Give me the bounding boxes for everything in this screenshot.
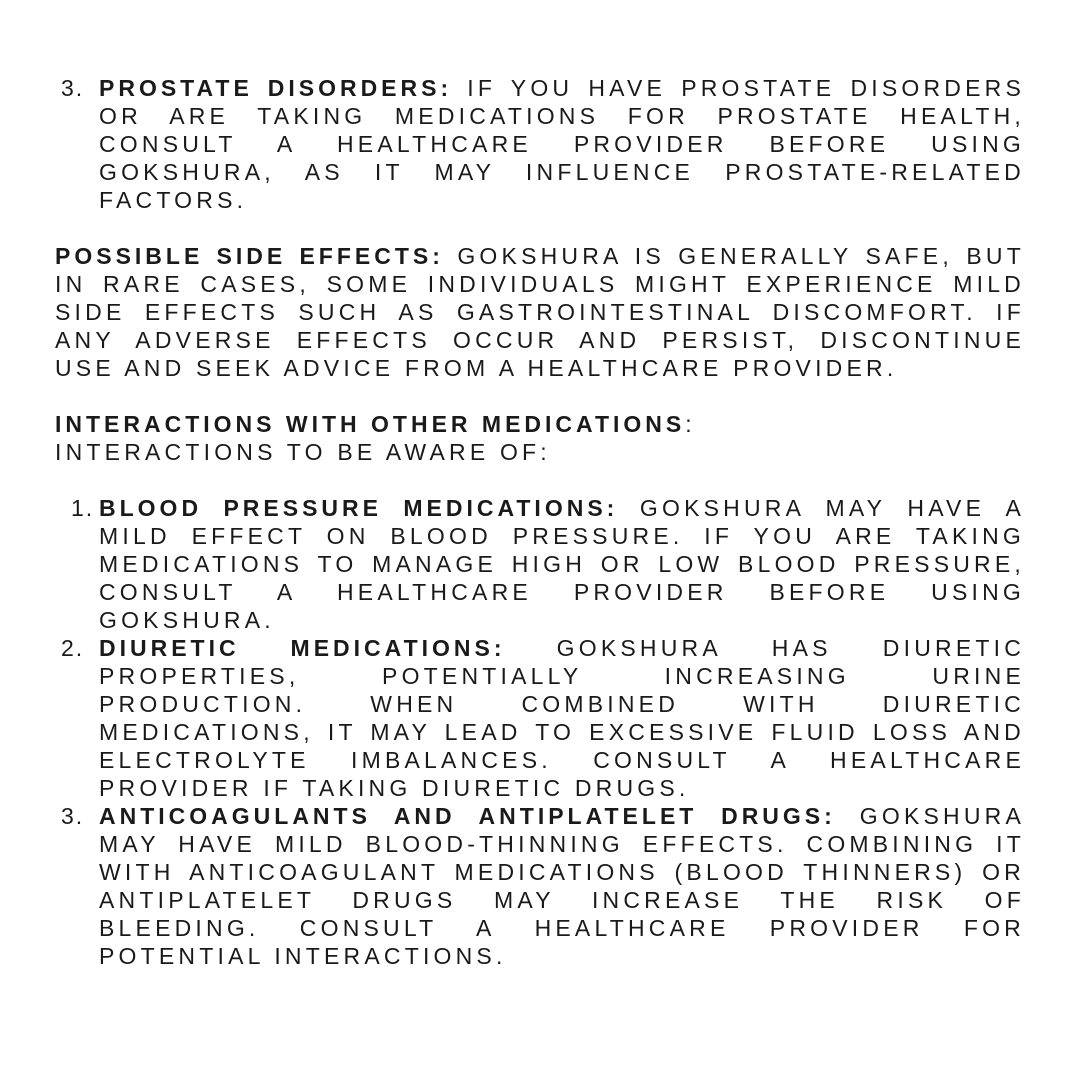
side-effects-section: [55, 242, 1025, 382]
list-item-diuretic: [55, 634, 1025, 802]
side-effects-text: GOKSHURA IS GENERALLY SAFE, BUT IN RARE CASES, SOME INDIVIDUALS MIGHT EXPERIENCE MILD SIDE EFFECTS SUCH AS GASTROINTESTINAL DISCOMFORT. IF ANY ADVERSE EFFECTS OCCUR AND PERSIST, DISCONTINUE USE AND SEEK ADVICE FROM A HEALTHCARE PROVIDER.: [55, 243, 1025, 381]
item-heading: PROSTATE DISORDERS:: [99, 75, 453, 101]
item-heading: ANTICOAGULANTS AND ANTIPLATELET DRUGS:: [99, 803, 836, 829]
prostate-list: [55, 74, 1025, 214]
item-text: GOKSHURA HAS DIURETIC PROPERTIES, POTENTIALLY INCREASING URINE PRODUCTION. WHEN COMBINED WITH DIURETIC MEDICATIONS, IT MAY LEAD TO EXCESSIVE FLUID LOSS AND ELECTROLYTE IMBALANCES. CONSULT A HEALTHCARE PROVIDER IF TAKING DIURETIC DRUGS.: [99, 635, 1026, 801]
list-number: 3.: [61, 75, 85, 101]
list-number: 3.: [61, 803, 85, 829]
interactions-subtitle: INTERACTIONS TO BE AWARE OF:: [55, 439, 551, 465]
document-page: [55, 74, 1025, 970]
interactions-heading-colon: :: [685, 411, 696, 437]
item-heading: BLOOD PRESSURE MEDICATIONS:: [99, 495, 619, 521]
list-item-anticoagulants: [55, 802, 1025, 970]
item-text: GOKSHURA MAY HAVE A MILD EFFECT ON BLOOD PRESSURE. IF YOU ARE TAKING MEDICATIONS TO MANAGE HIGH OR LOW BLOOD PRESSURE, CONSULT A HEALTHCARE PROVIDER BEFORE USING GOKSHURA.: [99, 495, 1025, 633]
interactions-section: [55, 410, 1025, 466]
interactions-heading: INTERACTIONS WITH OTHER MEDICATIONS: [55, 411, 686, 437]
item-text: GOKSHURA MAY HAVE MILD BLOOD-THINNING EFFECTS. COMBINING IT WITH ANTICOAGULANT MEDICATIONS (BLOOD THINNERS) OR ANTIPLATELET DRUGS MAY INCREASE THE RISK OF BLEEDING. CONSULT A HEALTHCARE PROVIDER FOR POTENTIAL INTERACTIONS.: [99, 803, 1025, 969]
item-text: IF YOU HAVE PROSTATE DISORDERS OR ARE TAKING MEDICATIONS FOR PROSTATE HEALTH, CONSULT A HEALTHCARE PROVIDER BEFORE USING GOKSHURA, AS IT MAY INFLUENCE PROSTATE-RELATED FACTORS.: [99, 75, 1026, 213]
interactions-heading-line: [55, 410, 1025, 438]
list-number: 1.: [71, 495, 95, 521]
interactions-list: [55, 494, 1025, 970]
item-heading: DIURETIC MEDICATIONS:: [99, 635, 506, 661]
list-item-blood-pressure: [55, 494, 1025, 634]
list-item-prostate-disorders: [55, 74, 1025, 214]
list-number: 2.: [61, 635, 85, 661]
side-effects-heading: POSSIBLE SIDE EFFECTS:: [55, 243, 444, 269]
